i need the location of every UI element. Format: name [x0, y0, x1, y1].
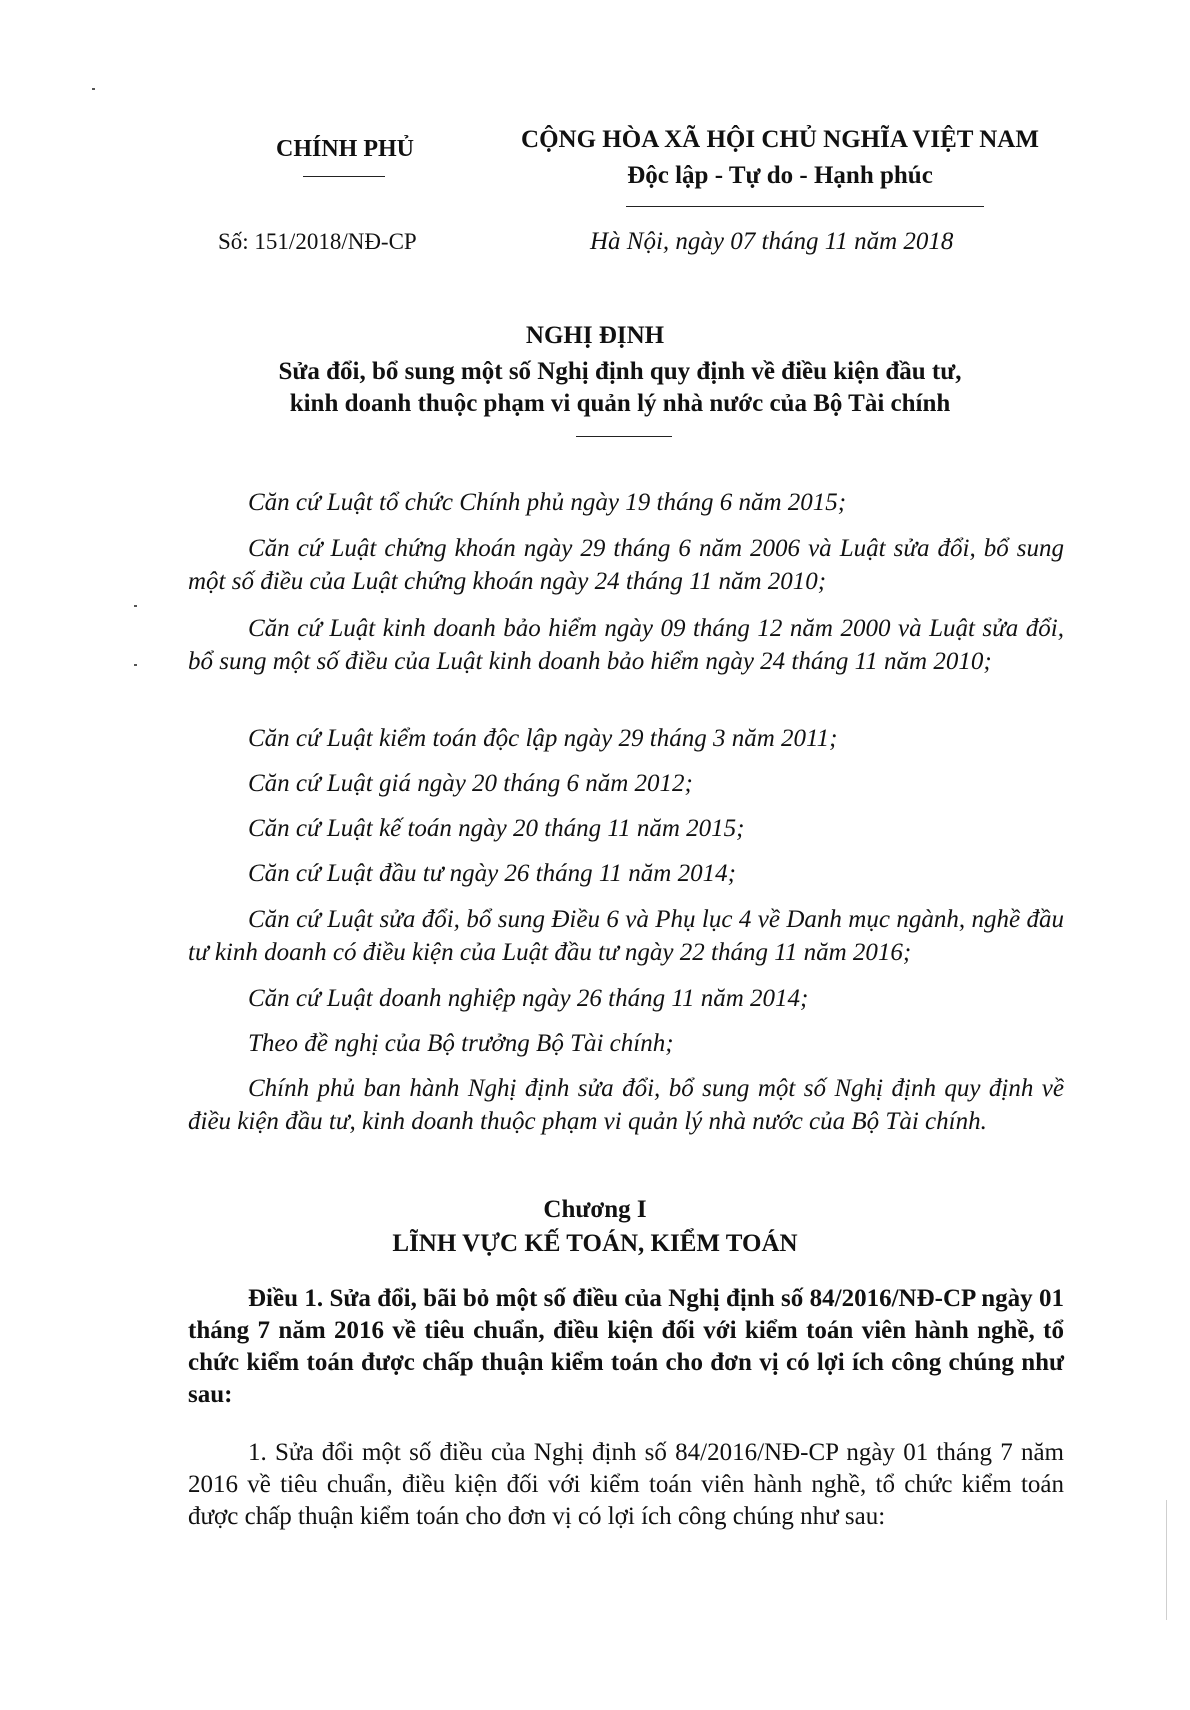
chapter-number: Chương I [543, 1196, 647, 1223]
title-line-2: kinh doanh thuộc phạm vi quản lý nhà nước của Bộ Tài chính [289, 390, 951, 417]
basis-11: Chính phủ ban hành Nghị định sửa đổi, bổ sung một số Nghị định quy định về điều kiện đầu tư, kinh doanh thuộc phạm vi quản lý nhà nước của Bộ Tài chính. [188, 1075, 1064, 1135]
article-1-heading: Điều 1. Sửa đổi, bãi bỏ một số điều của Nghị định số 84/2016/NĐ-CP ngày 01 tháng 7 năm 2016 về tiêu chuẩn, điều kiện đối với kiểm toán viên hành nghề, tổ chức kiểm toán được chấp thuận kiểm toán cho đơn vị có lợi ích công chúng như sau: [188, 1285, 1064, 1408]
scan-edge-line [1166, 1500, 1167, 1620]
basis-7: Căn cứ Luật đầu tư ngày 26 tháng 11 năm 2014; [248, 860, 736, 887]
national-motto: Độc lập - Tự do - Hạnh phúc [627, 162, 933, 189]
scan-speck [134, 605, 137, 607]
motto-underline [626, 206, 984, 207]
chapter-name: LĨNH VỰC KẾ TOÁN, KIỂM TOÁN [392, 1230, 798, 1257]
country-name: CỘNG HÒA XÃ HỘI CHỦ NGHĨA VIỆT NAM [521, 126, 1039, 153]
basis-6: Căn cứ Luật kế toán ngày 20 tháng 11 năm 2015; [248, 815, 745, 842]
basis-1: Căn cứ Luật tổ chức Chính phủ ngày 19 tháng 6 năm 2015; [248, 489, 847, 516]
basis-8: Căn cứ Luật sửa đổi, bổ sung Điều 6 và Phụ lục 4 về Danh mục ngành, nghề đầu tư kinh doanh có điều kiện của Luật đầu tư ngày 22 tháng 11 năm 2016; [188, 906, 1064, 966]
issuer-underline [303, 176, 385, 177]
document-type: NGHỊ ĐỊNH [525, 322, 665, 349]
basis-5: Căn cứ Luật giá ngày 20 tháng 6 năm 2012; [248, 770, 693, 797]
document-number: Số: 151/2018/NĐ-CP [218, 229, 417, 254]
basis-10: Theo đề nghị của Bộ trưởng Bộ Tài chính; [248, 1030, 674, 1057]
scan-speck [134, 664, 137, 666]
basis-2: Căn cứ Luật chứng khoán ngày 29 tháng 6 năm 2006 và Luật sửa đổi, bổ sung một số điều của Luật chứng khoán ngày 24 tháng 11 năm 2010; [188, 535, 1064, 595]
basis-9: Căn cứ Luật doanh nghiệp ngày 26 tháng 11 năm 2014; [248, 985, 809, 1012]
place-and-date: Hà Nội, ngày 07 tháng 11 năm 2018 [590, 228, 954, 255]
issuer-name: CHÍNH PHỦ [276, 136, 414, 162]
title-underline [576, 436, 672, 437]
basis-4: Căn cứ Luật kiểm toán độc lập ngày 29 tháng 3 năm 2011; [248, 725, 838, 752]
article-1-clause-1: 1. Sửa đổi một số điều của Nghị định số 84/2016/NĐ-CP ngày 01 tháng 7 năm 2016 về tiêu chuẩn, điều kiện đối với kiểm toán viên hành nghề, tổ chức kiểm toán được chấp thuận kiểm toán cho đơn vị có lợi ích công chúng như sau: [188, 1439, 1064, 1530]
scan-speck [92, 88, 95, 90]
basis-3: Căn cứ Luật kinh doanh bảo hiểm ngày 09 tháng 12 năm 2000 và Luật sửa đổi, bổ sung một số điều của Luật kinh doanh bảo hiểm ngày 24 tháng 11 năm 2010; [188, 615, 1064, 675]
title-line-1: Sửa đổi, bổ sung một số Nghị định quy định về điều kiện đầu tư, [278, 358, 962, 385]
